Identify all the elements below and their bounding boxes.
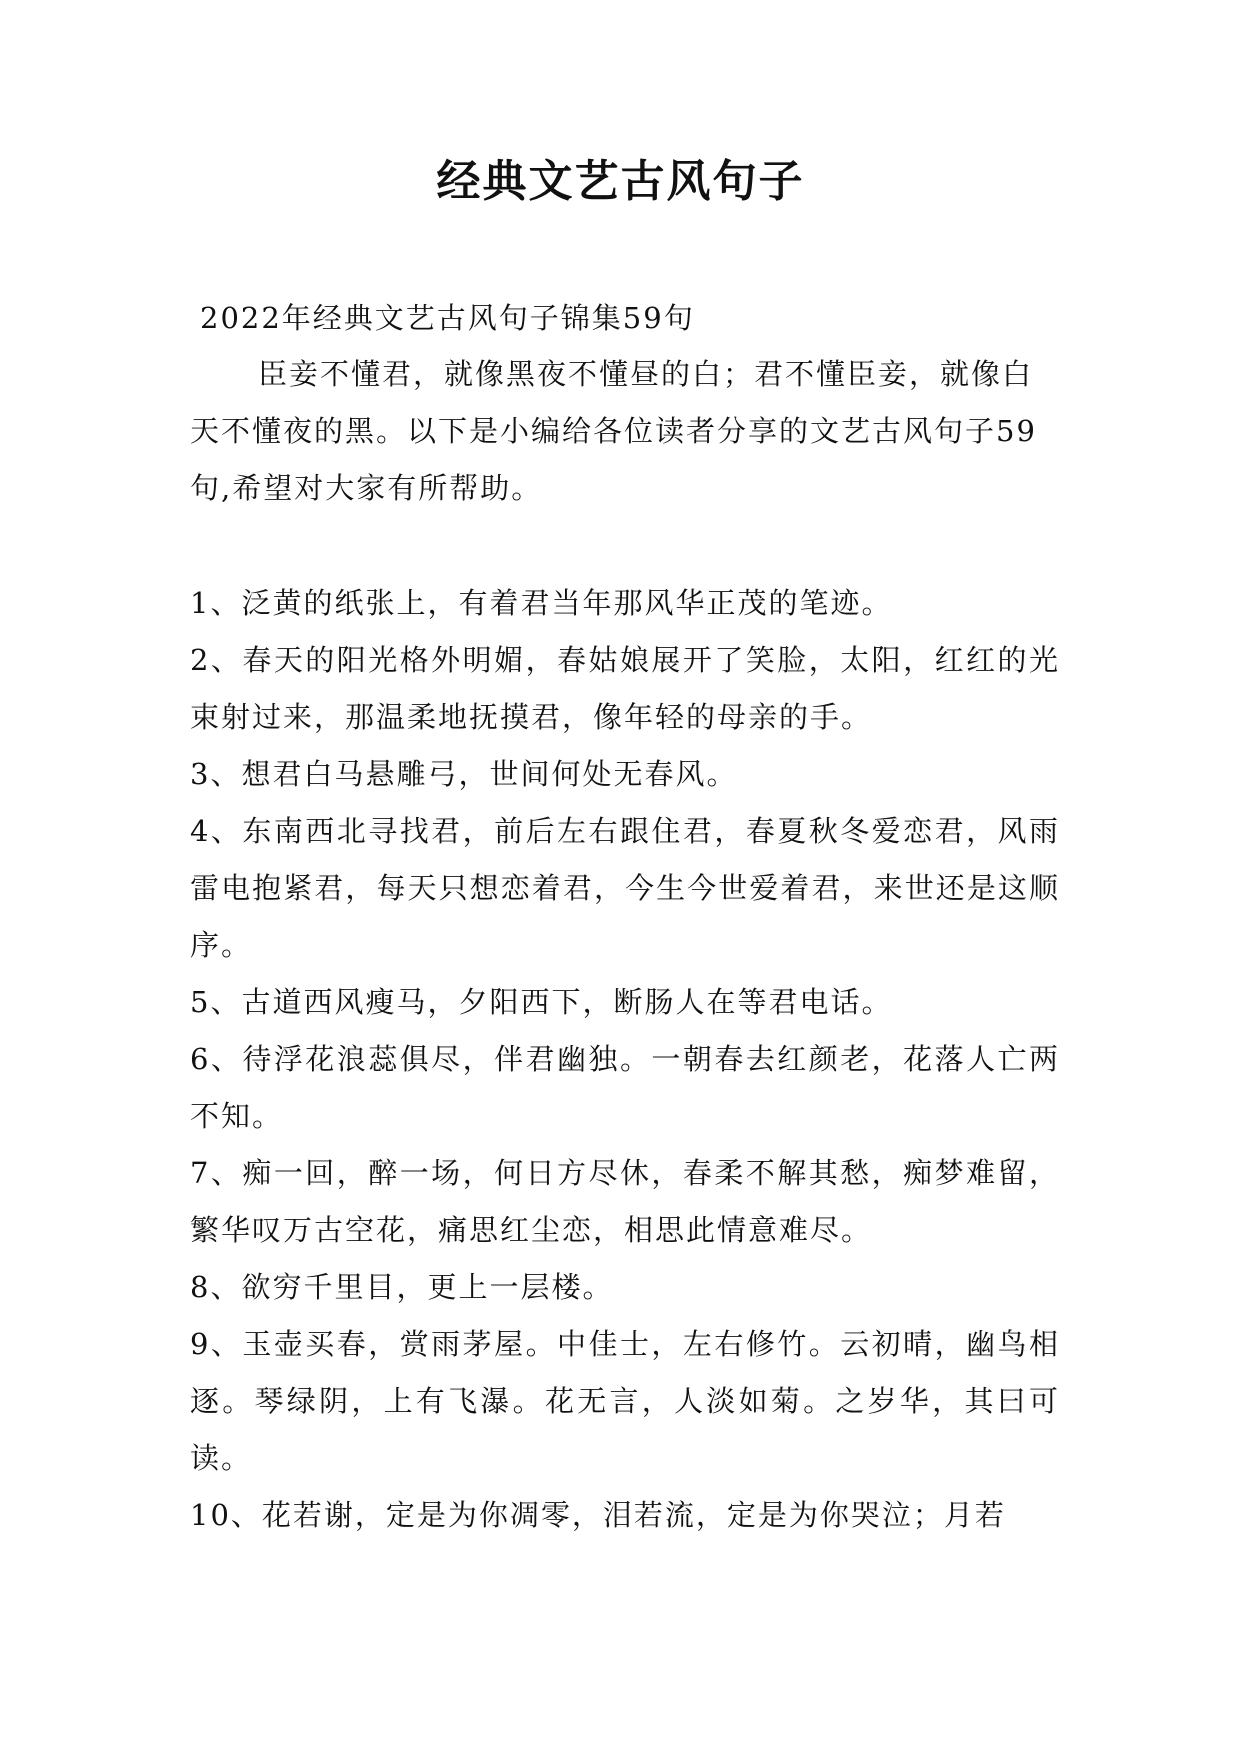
list-item: 6、待浮花浪蕊俱尽，伴君幽独。一朝春去红颜老，花落人亡两不知。 (190, 1042, 1060, 1133)
list-item: 9、玉壶买春，赏雨茅屋。中佳士，左右修竹。云初晴，幽鸟相逐。琴绿阴，上有飞瀑。花无言，人淡如菊。之岁华，其曰可读。 (190, 1327, 1060, 1475)
list-item: 4、东南西北寻找君，前后左右跟住君，春夏秋冬爱恋君，风雨雷电抱紧君，每天只想恋着君，今生今世爱着君，来世还是这顺序。 (190, 814, 1060, 962)
page-title: 经典文艺古风句子 (436, 156, 805, 207)
list-item: 3、想君白马悬雕弓，世间何处无春风。 (190, 757, 738, 791)
intro-paragraph: 臣妾不懂君，就像黑夜不懂昼的白；君不懂臣妾，就像白天不懂夜的黑。以下是小编给各位读者分享的文艺古风句子59句,希望对大家有所帮助。 (190, 357, 1037, 505)
list-item: 5、古道西风瘦马，夕阳西下，断肠人在等君电话。 (190, 985, 893, 1019)
list-item: 7、痴一回，醉一场，何日方尽休，春柔不解其愁，痴梦难留，繁华叹万古空花，痛思红尘恋，相思此情意难尽。 (190, 1156, 1060, 1247)
list-item: 1、泛黄的纸张上，有着君当年那风华正茂的笔迹。 (190, 586, 893, 620)
sentence-list (190, 575, 1060, 1544)
list-item: 2、春天的阳光格外明媚，春姑娘展开了笑脸，太阳，红红的光束射过来，那温柔地抚摸君，像年轻的母亲的手。 (190, 643, 1060, 734)
list-item: 8、欲穷千里目，更上一层楼。 (190, 1270, 614, 1304)
list-item: 10、花若谢，定是为你凋零，泪若流，定是为你哭泣；月若 (190, 1498, 1006, 1532)
document-subtitle: 2022年经典文艺古风句子锦集59句 (200, 301, 695, 335)
